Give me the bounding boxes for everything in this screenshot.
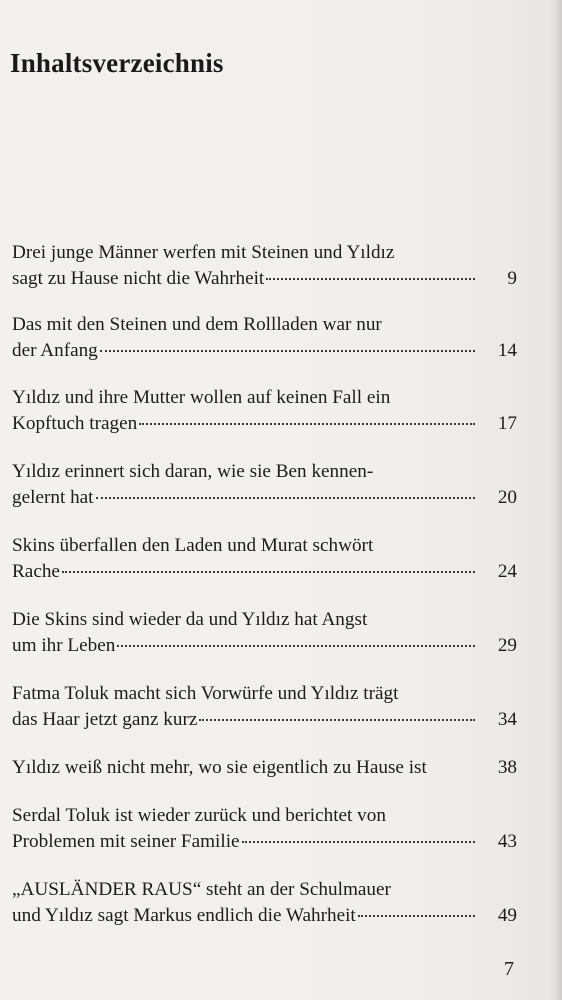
toc-entry-page-number: 9 xyxy=(507,268,517,289)
page-title: Inhaltsverzeichnis xyxy=(10,48,224,78)
toc-entry-page-number: 17 xyxy=(497,413,517,434)
toc-entry-last-line xyxy=(12,338,517,364)
toc-entry-last-line xyxy=(12,707,517,733)
toc-entry-title-line-1: „AUSLÄNDER RAUS“ steht an der Schulmauer xyxy=(12,879,391,900)
toc-entry-title-line-1: Fatma Toluk macht sich Vorwürfe und Yıldız trägt xyxy=(12,683,399,704)
toc-entry-page-number: 20 xyxy=(497,487,517,508)
toc-entry-last-line xyxy=(12,829,517,855)
toc-entry-last-line xyxy=(12,903,517,929)
toc-entry-title-line-1: Yıldız und ihre Mutter wollen auf keinen Fall ein xyxy=(12,387,391,408)
toc-entry-title-line-2: sagt zu Hause nicht die Wahrheit xyxy=(12,268,265,289)
toc-entry-last-line xyxy=(12,411,517,437)
toc-entry-title-line-2: Yıldız weiß nicht mehr, wo sie eigentlich zu Hause ist xyxy=(12,757,427,778)
toc-entry-page-number: 34 xyxy=(497,709,517,730)
toc-entry-title-line-2: und Yıldız sagt Markus endlich die Wahrheit xyxy=(12,905,356,926)
toc-entry xyxy=(12,533,517,607)
dot-leader xyxy=(117,644,475,647)
toc-entry-last-line xyxy=(12,266,517,292)
dot-leader xyxy=(266,277,475,280)
page-edge-shadow xyxy=(548,0,562,1000)
toc-entry-title-line-2: Kopftuch tragen xyxy=(12,413,138,434)
toc-entry-page-number: 49 xyxy=(497,905,517,926)
toc-entry-title-line-2: Problemen mit seiner Familie xyxy=(12,831,240,852)
toc-entry xyxy=(12,755,517,803)
toc-entry-title-line-1: Die Skins sind wieder da und Yıldız hat Angst xyxy=(12,609,368,630)
dot-leader xyxy=(96,496,475,499)
toc-entry xyxy=(12,312,517,385)
toc-entry-title-line-1: Skins überfallen den Laden und Murat schwört xyxy=(12,535,374,556)
dot-leader xyxy=(139,422,475,425)
toc-entry-title-line-1: Drei junge Männer werfen mit Steinen und Yıldız xyxy=(12,242,395,263)
toc-entry-last-line xyxy=(12,755,517,781)
toc-entry-page-number: 14 xyxy=(497,340,517,361)
toc-entry-title-line-2: um ihr Leben xyxy=(12,635,116,656)
toc-entry xyxy=(12,803,517,877)
dot-leader xyxy=(199,718,475,721)
dot-leader xyxy=(100,349,475,352)
toc-entry xyxy=(12,385,517,459)
dot-leader xyxy=(62,570,475,573)
toc-entry-title-line-1: Das mit den Steinen und dem Rollladen war nur xyxy=(12,314,382,335)
toc-entry xyxy=(12,877,517,937)
toc-entry-last-line xyxy=(12,559,517,585)
page-number: 7 xyxy=(504,958,514,980)
toc-entry xyxy=(12,240,517,312)
toc-entry xyxy=(12,459,517,533)
toc-entry-last-line xyxy=(12,485,517,511)
toc-entry-title-line-2: der Anfang xyxy=(12,340,98,361)
toc-entry-page-number: 24 xyxy=(497,561,517,582)
toc-entry-page-number: 38 xyxy=(497,757,517,778)
toc-entry-last-line xyxy=(12,633,517,659)
toc-entry-title-line-2: das Haar jetzt ganz kurz xyxy=(12,709,198,730)
toc-entry-title-line-1: Yıldız erinnert sich daran, wie sie Ben kennen- xyxy=(12,461,374,482)
table-of-contents xyxy=(12,240,517,937)
toc-entry-title-line-2: Rache xyxy=(12,561,60,582)
toc-entry-page-number: 29 xyxy=(497,635,517,656)
dot-leader xyxy=(242,840,475,843)
toc-entry-title-line-1: Serdal Toluk ist wieder zurück und berichtet von xyxy=(12,805,386,826)
toc-entry-title-line-2: gelernt hat xyxy=(12,487,94,508)
toc-entry xyxy=(12,607,517,681)
toc-entry-page-number: 43 xyxy=(497,831,517,852)
toc-entry xyxy=(12,681,517,755)
dot-leader xyxy=(358,914,475,917)
